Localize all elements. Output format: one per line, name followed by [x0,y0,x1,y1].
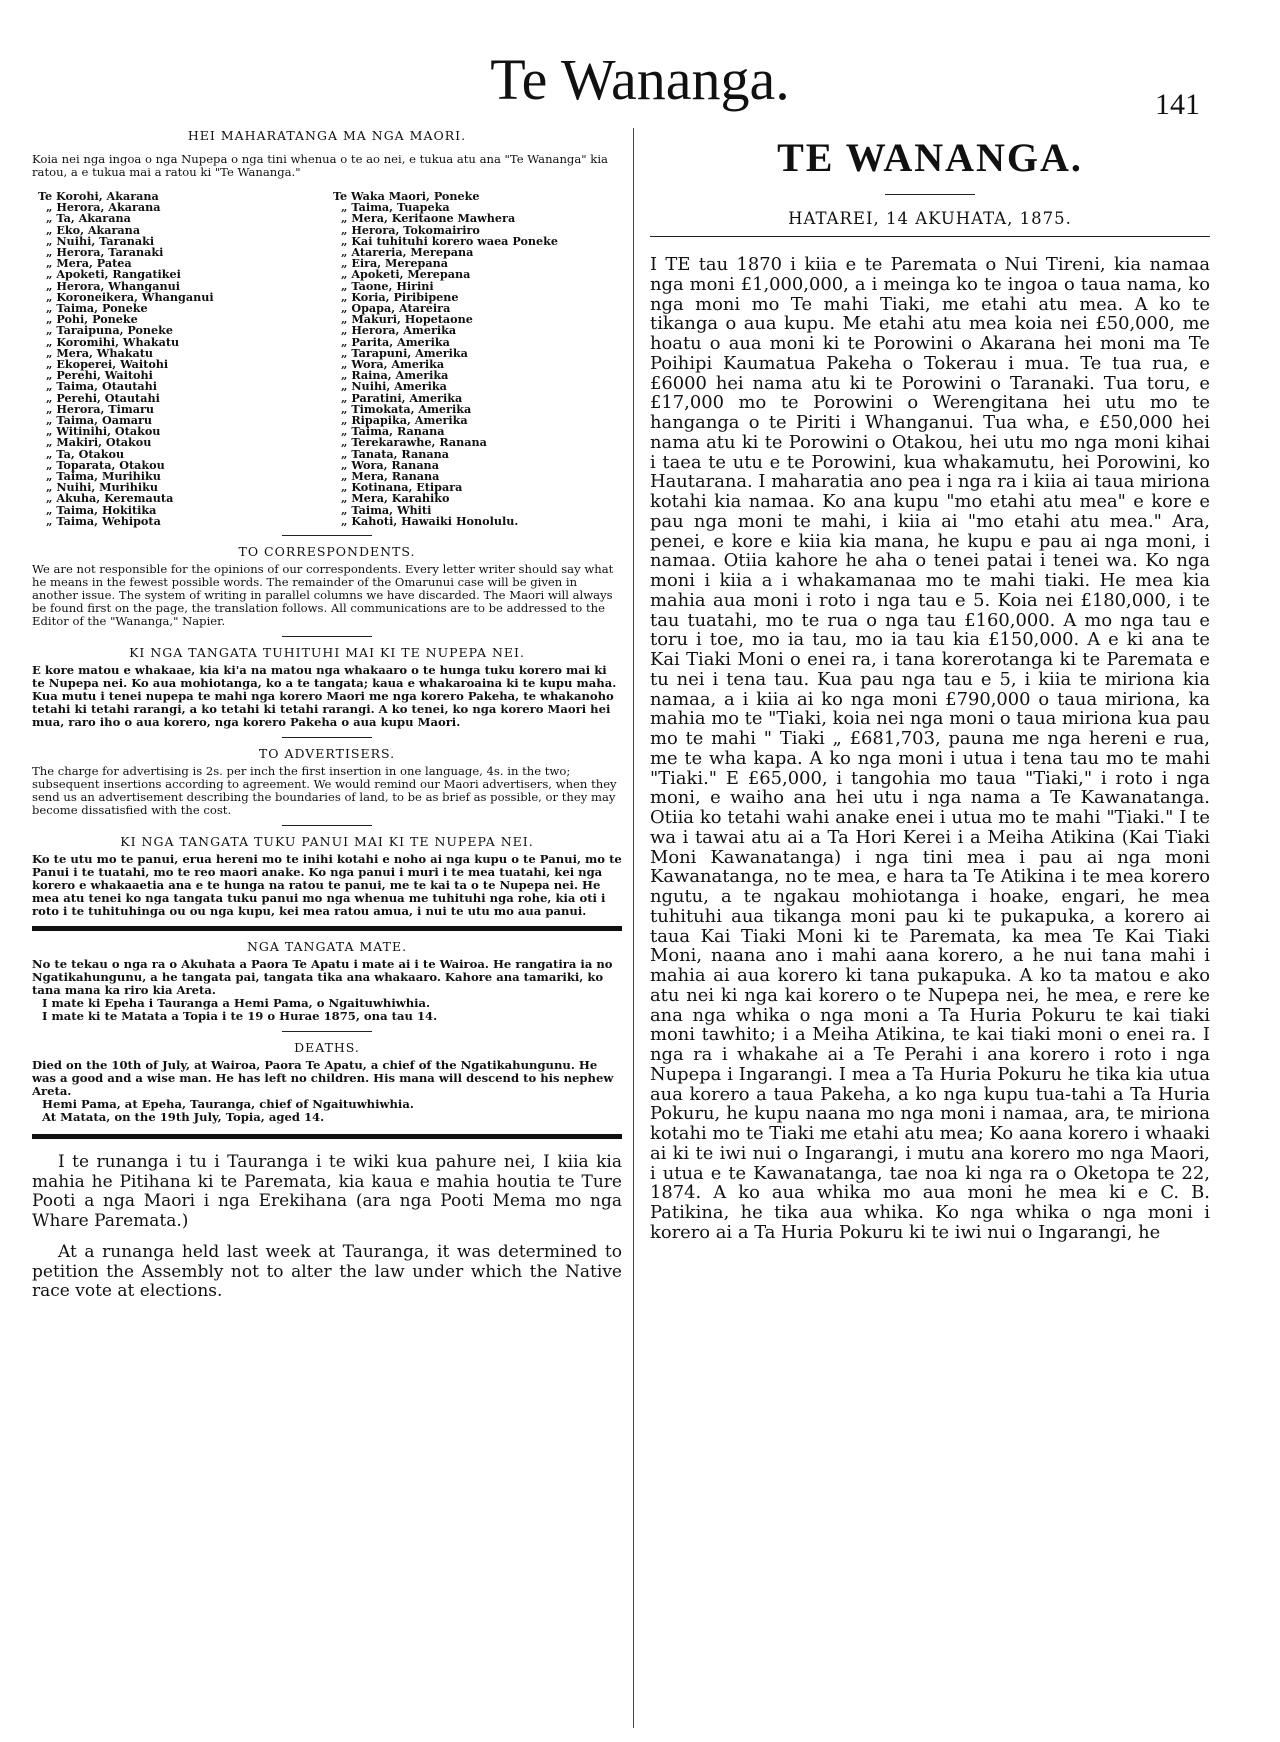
dateline: HATAREI, 14 AKUHATA, 1875. [788,209,1072,228]
newspaper-name-item: „ Taima, Murihiku [46,469,161,484]
deaths-maori-2: I mate ki Epeha i Tauranga a Hemi Pama, o Ngaituwhiwhia. [42,996,431,1011]
newspaper-name-item: „ Apoketi, Rangatikei [46,267,181,282]
divider [282,535,372,536]
notices-heading: KI NGA TANGATA TUKU PANUI MAI KI TE NUPEPA NEI. [120,834,534,850]
newspaper-name-item: „ Perehi, Waitohi [46,368,153,383]
runanga-english: At a runanga held last week at Tauranga, it was determined to petition the Assembly not to alter the law under which the Native race vote at elections. [32,1242,622,1302]
newspaper-name-item: „ Taima, Poneke [46,301,148,316]
advertisers-heading: TO ADVERTISERS. [258,746,396,762]
advertisers-text: The charge for advertising is 2s. per inch the first insertion in one language, 4s. in the two; subsequent insertions according to agreement. We would remind our Maori advertisers, when they send us an advertisement describing the boundaries of land, to be as brief as possible, or they may become dissatisfied with the cost. [32,764,617,818]
divider [282,825,372,826]
column-divider [633,128,634,1728]
divider [282,1031,372,1032]
newspaper-name-item: „ Nuihi, Taranaki [46,233,155,248]
editorial-article: I TE tau 1870 i kiia e te Paremata o Nui Tireni, kia namaa nga moni £1,000,000, a i meinga ko te ingoa o taua nama, ko nga moni mo Te mahi Tiaki, me etahi atu mea. A ko te tikanga o aua kupu. Me etahi atu mea koia nei £50,000, me hoatu o aua moni ki te Porowini o Akarana hei moni ma Te Poihipi Kaumatua Pakeha o Tokerau i mua. Te tua rua, e £6000 hei nama atu ki te Porowini o Taranaki. Tua toru, e £17,000 mo te Porowini o Werengitana hei utu mo te hanganga o te Piriti i Whanganui. Tua wha, e £50,000 hei nama atu ki te Porowini o Otakou, hei utu mo nga moni kihai i taea te utu e te Porowini, kua whakamutu, hei Porowini, ko Hautarana. I maharatia ano pea i nga ra i kiia ai taua miriona kotahi kia namaa. Ko ana kupu "mo etahi atu mea" e kore e pau nga moni te mahi, i kiia ai "mo etahi atu mea." Ara, penei, e kore e kiia kia mana, he kupu e pau ai nga moni, i namaa. Otiia kahore he aha o tenei patai i tenei wa. Ko nga moni i kiia a i whakamanaa mo te mahi tiaki. He mea kia mahia aua moni i roto i nga tau e 5. Koia nei £180,000, i te tau tuatahi, mo te rua o nga tau £160,000. A mo nga tau e toru i toe, mo ia tau, mo ia tau kia £150,000. A e ki ana te Kai Tiaki Moni o enei ra, i tana korerotanga ki te Paremata e tu nei i tena tau. Kua pau nga tau e 5, i kiia te miriona kia namaa, a i kiia ai ko nga moni £790,000 o taua miriona, ka mahia mo te "Tiaki, koia nei nga moni o taua miriona kua pau mo te mahi " Tiaki „ £681,703, pauna me nga hereni e rua, me te wha kapa. A ko nga moni i utua i tena tau mo te mahi "Tiaki." E £65,000, i tangohia mo taua "Tiaki," i roto i nga moni, e waiho ana hei utu i nga nama a Te Kawanatanga. Otiia ko tetahi wahi anake enei i utua mo te mahi "Tiaki." I te wa i tawai atu ai a Ta Hori Kerei i a Meiha Atikina (Kai Tiaki Moni Kawanatanga) i nga tini mea i pau ai nga moni Kawanatanga, no te mea, e hara ta Te Atikina i te mea korero ngutu, a te ngakau mohiotanga i hoake, engari, he mea tuhituhi aua tikanga moni pau ki te pukapuka, a korero ai taua Kai Tiaki Moni ki te Paremata, ka mea Te Kai Tiaki Moni, naana ano i mahi aana korero, a he nui tana mahi i mahia ai aua korero ki tana pukapuka. A ko ta matou e ako atu nei ki nga kai korero o te Nupepa nei, he mea, e rere ke ana nga whika o nga moni a Ta Huria Pokuru te kai tiaki moni tawhito; i a Meiha Atikina, te kai tiaki moni o enei ra. I nga ra i whakahe ai a Te Perahi i ana korero i roto i nga Nupepa i Ingarangi. I mea a Ta Huria Pokuru he tika kia utua aua korero a taua Pakeha, a ko nga kupu tua-tahi a Ta Huria Pokuru, he kupu naana mo nga moni i namaa, ara, te miriona kotahi mo te Tiaki me etahi atu mea; Ko aana korero i whaaki ai ki te iwi nui o Ingarangi, i mutu ana korero mo nga Maori, i utua e te Kawanatanga, tae noa ki nga ra o Oketopa te 22, 1874. A ko aua whika mo aua moni he mea ki e C. B. Patikina, he tika aua whika. Ko nga whika o nga moni i korero ai a Ta Huria Pokuru ki te iwi nui o Ingarangi, he [650,254,1210,1243]
newspaper-name-item: „ Mera, Ranana [341,469,440,484]
divider [282,636,372,637]
newspaper-name-item: „ Herora, Tokomairiro [341,222,480,237]
newspaper-list-col2 [327,191,622,527]
deaths-maori-3: I mate ki te Matata a Topia i te 19 o Hurae 1875, ona tau 14. [42,1009,438,1024]
newspaper-name-item: „ Mera, Karahiko [341,491,450,506]
thick-divider [32,1134,622,1139]
correspondents-heading: TO CORRESPONDENTS. [238,544,416,560]
newspaper-name-item: „ Taima, Ranana [341,424,445,439]
deaths-text: Died on the 10th of July, at Wairoa, Paora Te Apatu, a chief of the Ngatikahungunu. He was a good and a wise man. He has left no children. His mana will descend to his nephew Areta. [32,1058,614,1099]
newspaper-name-item: „ Nuihi, Murihiku [46,480,159,495]
newspaper-name-item: „ Nuihi, Amerika [341,379,447,394]
divider [650,236,1210,237]
newspaper-name-item: „ Terekarawhe, Ranana [341,435,487,450]
newspaper-name-item: „ Mera, Patea [46,256,132,271]
memorial-heading: HEI MAHARATANGA MA NGA MAORI. [187,128,467,143]
newspaper-name-item: „ Raina, Amerika [341,368,449,383]
newspaper-name-item: „ Ta, Akarana [46,211,131,226]
newspaper-name-item: „ Taraipuna, Poneke [46,323,174,338]
newspaper-name-item: „ Pohi, Poneke [46,312,138,327]
main-heading: TE WANANGA. [777,135,1083,180]
newspaper-name-item: „ Taima, Whiti [341,502,432,517]
newspaper-name-item: „ Koria, Piribipene [341,289,459,304]
newspaper-name-item: „ Akuha, Keremauta [46,491,174,506]
newspaper-name-item: Te Waka Maori, Poneke [333,189,480,203]
deaths-2: Hemi Pama, at Epeha, Tauranga, chief of Ngaituwhiwhia. [42,1097,414,1112]
newspaper-name-item: „ Taima, Oamaru [46,413,153,428]
newspaper-name-item: „ Herora, Akarana [46,200,161,215]
deaths-maori-text: No te tekau o nga ra o Akuhata a Paora Te Apatu i mate ai i te Wairoa. He rangatira ia no Ngatikahungunu, a he tangata pai, tangata tika ana whakaaro. Kahore ana tamariki, ko tana mana ka riro kia Areta. [32,957,613,998]
newspaper-name-item: „ Taone, Hirini [341,278,434,293]
left-column [32,128,622,1302]
newspaper-list [32,191,622,527]
newspaper-name-item: „ Opapa, Atareira [341,301,451,316]
newspaper-name-item: „ Taima, Wehipota [46,513,161,528]
newspaper-name-item: „ Paratini, Amerika [341,390,463,405]
writers-heading: KI NGA TANGATA TUHITUHI MAI KI TE NUPEPA NEI. [129,645,525,661]
correspondents-text: We are not responsible for the opinions of our correspondents. Every letter writer should say what he means in the fewest possible words. The remainder of the Omarunui case will be given in another issue. The system of writing in parallel columns we have discarded. The Maori will always be found first on the page, the translation follows. All communications are to be addressed to the Editor of the "Wananga," Napier. [32,562,614,629]
newspaper-name-item: „ Apoketi, Merepana [341,267,471,282]
newspaper-name-item: „ Makiri, Otakou [46,435,152,450]
newspaper-name-item: „ Ta, Otakou [46,446,125,461]
newspaper-name-item: „ Wora, Ranana [341,457,439,472]
newspaper-name-item: „ Herora, Amerika [341,323,457,338]
newspaper-name-item: „ Witinihi, Otakou [46,424,161,439]
writers-text: E kore matou e whakaae, kia ki'a na matou nga whakaaro o te hunga tuku korero mai ki te Nupepa nei. Ko aua mohiotanga, ko a te tangata; kaua e whakaroaina ki te kupu maha. Kua mutu i tenei nupepa te mahi nga korero Maori me nga korero Pakeha, te whakanoho tetahi ki tetahi rarangi, a ko tetahi ki tetahi rarangi. A ko tenei, ko nga korero Maori hei mua, raro iho o aua korero, nga korero Pakeha o aua kupu Maori. [32,663,617,730]
newspaper-name-item: „ Kai tuhituhi korero waea Poneke [341,233,559,248]
notices-text: Ko te utu mo te panui, erua hereni mo te inihi kotahi e noho ai nga kupu o te Panui, mo te Panui i te tuatahi, mo te reo maori anake. Ko nga panui i muri i te mea tuatahi, kei nga korero e whakaaetia ana e te hunga na ratou te panui, me te kai ta o te Nupepa nei. He mea atu tenei ko nga tangata tuku panui mo nga whenua me tuhituhi nga rohe, kia oti i roto i te tuhituhinga ou ou nga kupu, kei mea ratou amua, i nui te utu mo aua panui. [32,852,622,919]
newspaper-name-item: „ Tanata, Ranana [341,446,449,461]
newspaper-name-item: „ Tarapuni, Amerika [341,345,468,360]
newspaper-name-item: „ Taima, Otautahi [46,379,158,394]
newspaper-name-item: „ Mera, Keritaone Mawhera [341,211,516,226]
newspaper-name-item: „ Herora, Timaru [46,401,154,416]
newspaper-name-item: „ Toparata, Otakou [46,457,165,472]
masthead-title: Te Wananga. [490,47,790,112]
divider [885,194,975,195]
newspaper-name-item: „ Makuri, Hopetaone [341,312,473,327]
thick-divider [32,926,622,931]
page-number: 141 [1155,88,1200,121]
newspaper-name-item: „ Herora, Whanganui [46,278,180,293]
deaths-heading: DEATHS. [294,1040,360,1056]
newspaper-name-item: „ Eira, Merepana [341,256,449,271]
divider [282,737,372,738]
newspaper-name-item: „ Kotinana, Etipara [341,480,463,495]
deaths-maori-heading: NGA TANGATA MATE. [246,939,408,955]
deaths-3: At Matata, on the 19th July, Topia, aged 14. [42,1110,325,1125]
memorial-intro: Koia nei nga ingoa o nga Nupepa o nga tini whenua o te ao nei, e tukua atu ana "Te Wananga" kia ratou, a e tukua mai a ratou ki "Te Wananga." [32,152,608,179]
newspaper-name-item: „ Kahoti, Hawaiki Honolulu. [341,513,519,528]
newspaper-name-item: „ Herora, Taranaki [46,245,164,260]
right-column [650,128,1210,1243]
newspaper-name-item: „ Wora, Amerika [341,357,445,372]
newspaper-name-item: „ Eko, Akarana [46,222,141,237]
newspaper-name-item: „ Mera, Whakatu [46,345,154,360]
newspaper-name-item: „ Parita, Amerika [341,334,450,349]
newspaper-name-item: „ Ripapika, Amerika [341,413,468,428]
newspaper-name-item: „ Ekoperei, Waitohi [46,357,169,372]
newspaper-name-item: „ Taima, Hokitika [46,502,157,517]
newspaper-name-item: Te Korohi, Akarana [38,189,159,203]
runanga-maori: I te runanga i tu i Tauranga i te wiki kua pahure nei, I kiia kia mahia he Pitihana ki te Paremata, kia kaua e mahia houtia te Ture Pooti a nga Maori i nga Erekihana (ara nga Pooti Mema mo nga Whare Paremata.) [32,1152,622,1231]
newspaper-name-item: „ Koroneikera, Whanganui [46,289,214,304]
newspaper-name-item: „ Perehi, Otautahi [46,390,160,405]
newspaper-name-item: „ Atareria, Merepana [341,245,474,260]
newspaper-name-item: „ Koromihi, Whakatu [46,334,180,349]
newspaper-name-item: „ Timokata, Amerika [341,401,472,416]
newspaper-name-item: „ Taima, Tuapeka [341,200,450,215]
newspaper-list-col1 [32,191,327,527]
